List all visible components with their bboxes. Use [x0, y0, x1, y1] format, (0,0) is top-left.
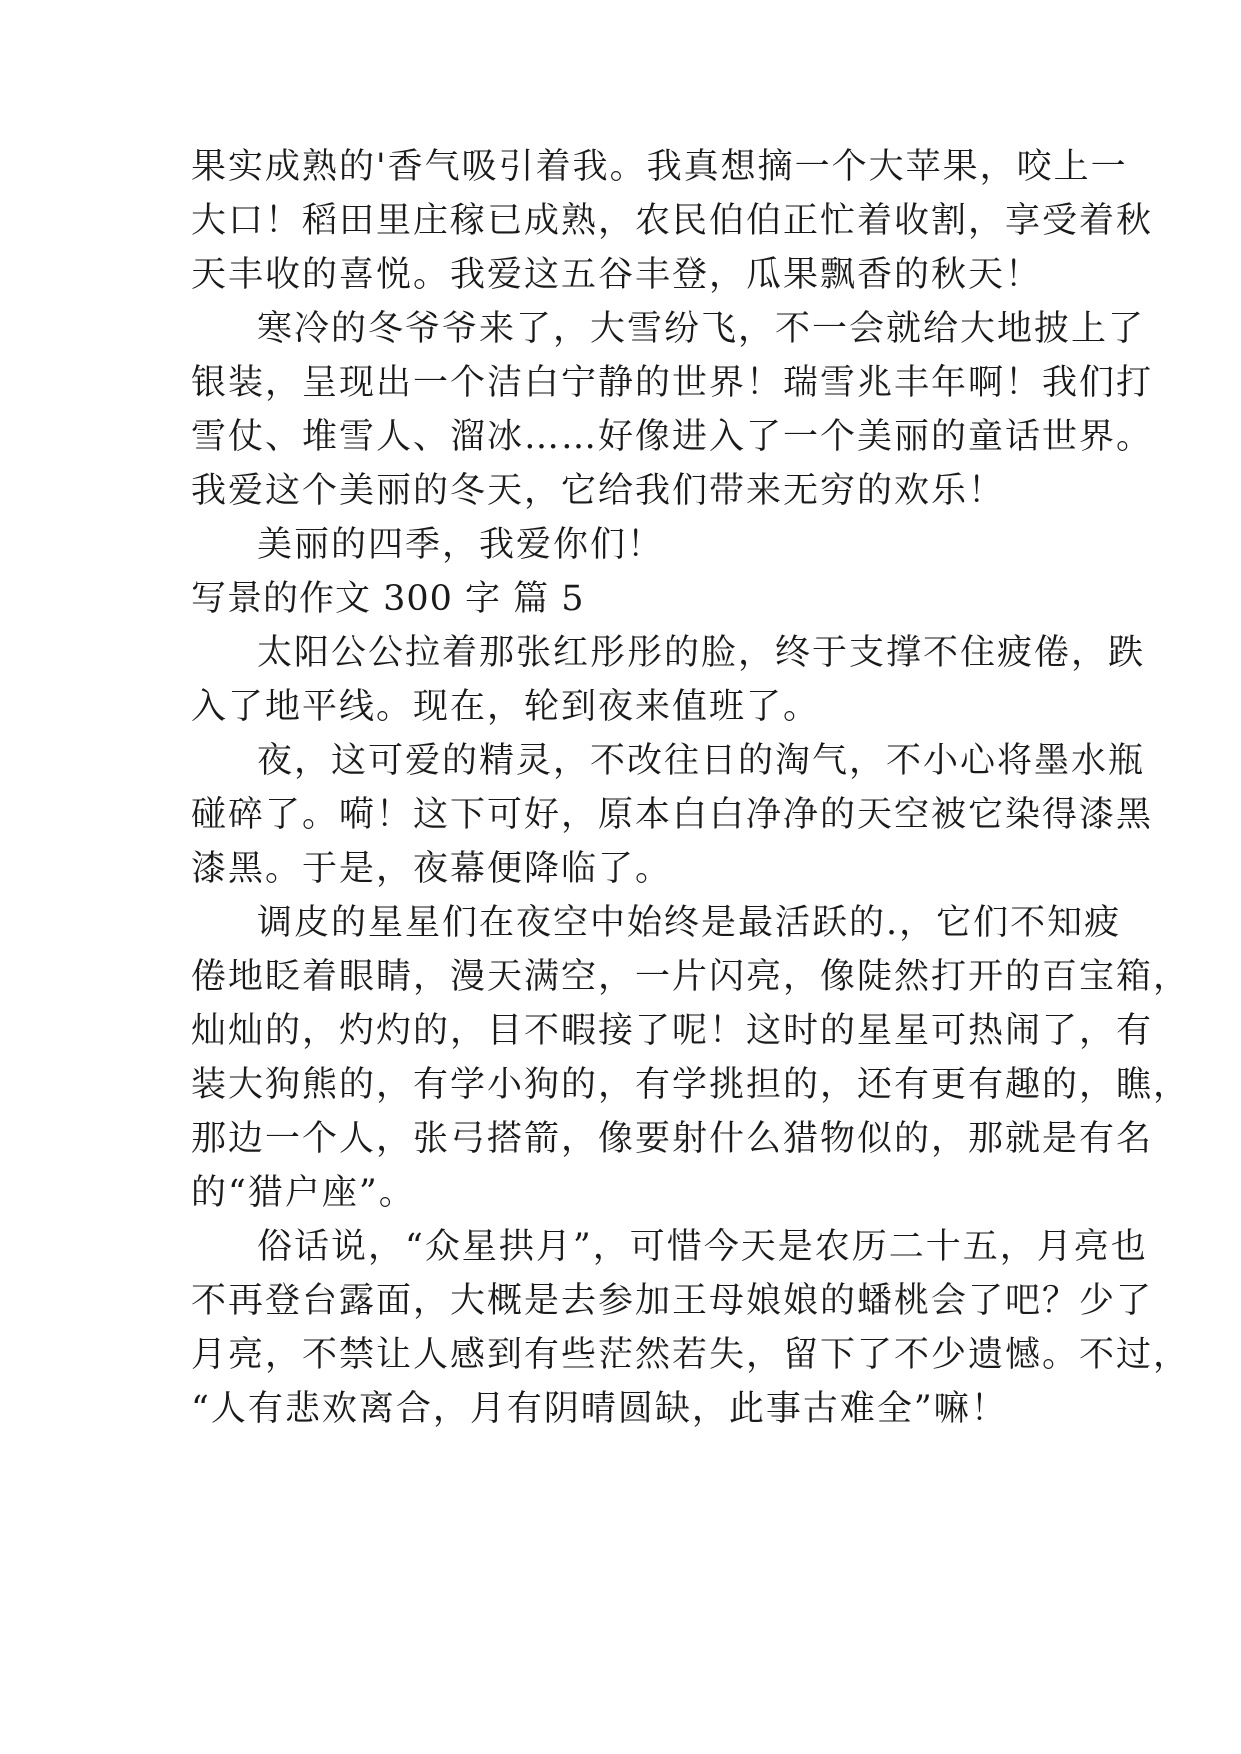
paragraph-first-line: 俗话说，“众星拱月”，可惜今天是农历二十五，月亮也: [257, 1227, 1148, 1267]
paragraph-first-line: 美丽的四季，我爱你们！: [257, 525, 665, 565]
paragraph-first-line: 夜，这可爱的精灵，不改往日的淘气，不小心将墨水瓶: [257, 741, 1146, 781]
text-line: 果实成熟的'香气吸引着我。我真想摘一个大苹果，咬上一: [191, 147, 1128, 187]
text-line: 入了地平线。现在，轮到夜来值班了。: [191, 687, 821, 727]
text-line: 天丰收的喜悦。我爱这五谷丰登，瓜果飘香的秋天！: [191, 255, 1043, 295]
text-line: 那边一个人，张弓搭箭，像要射什么猎物似的，那就是有名: [191, 1119, 1154, 1159]
text-line: 银装，呈现出一个洁白宁静的世界！瑞雪兆丰年啊！我们打: [191, 363, 1154, 403]
paragraph-first-line: 寒冷的冬爷爷来了，大雪纷飞，不一会就给大地披上了: [257, 309, 1146, 349]
paragraph-first-line: 太阳公公拉着那张红彤彤的脸，终于支撑不住疲倦，跌: [257, 633, 1146, 673]
text-line: 我爱这个美丽的冬天，它给我们带来无穷的欢乐！: [191, 471, 1006, 511]
text-line: 倦地眨着眼睛，漫天满空，一片闪亮，像陡然打开的百宝箱，: [191, 957, 1191, 997]
text-line: 雪仗、堆雪人、溜冰……好像进入了一个美丽的童话世界。: [191, 417, 1154, 457]
text-line: 不再登台露面，大概是去参加王母娘娘的蟠桃会了吧？少了: [191, 1281, 1154, 1321]
text-line: 漆黑。于是，夜幕便降临了。: [191, 849, 673, 889]
text-line: 月亮，不禁让人感到有些茫然若失，留下了不少遗憾。不过，: [191, 1335, 1191, 1375]
section-heading: 写景的作文 300 字 篇 5: [191, 579, 585, 619]
text-line: 灿灿的，灼灼的，目不暇接了呢！这时的星星可热闹了，有: [191, 1011, 1154, 1051]
text-line: 的“猎户座”。: [191, 1173, 416, 1213]
text-line: “人有悲欢离合，月有阴晴圆缺，此事古难全”嘛！: [191, 1389, 1008, 1429]
text-line: 碰碎了。嗬！这下可好，原本白白净净的天空被它染得漆黑: [191, 795, 1154, 835]
text-line: 大口！稻田里庄稼已成熟，农民伯伯正忙着收割，享受着秋: [191, 201, 1154, 241]
text-line: 装大狗熊的，有学小狗的，有学挑担的，还有更有趣的，瞧，: [191, 1065, 1191, 1105]
paragraph-first-line: 调皮的星星们在夜空中始终是最活跃的.，它们不知疲: [257, 903, 1122, 943]
